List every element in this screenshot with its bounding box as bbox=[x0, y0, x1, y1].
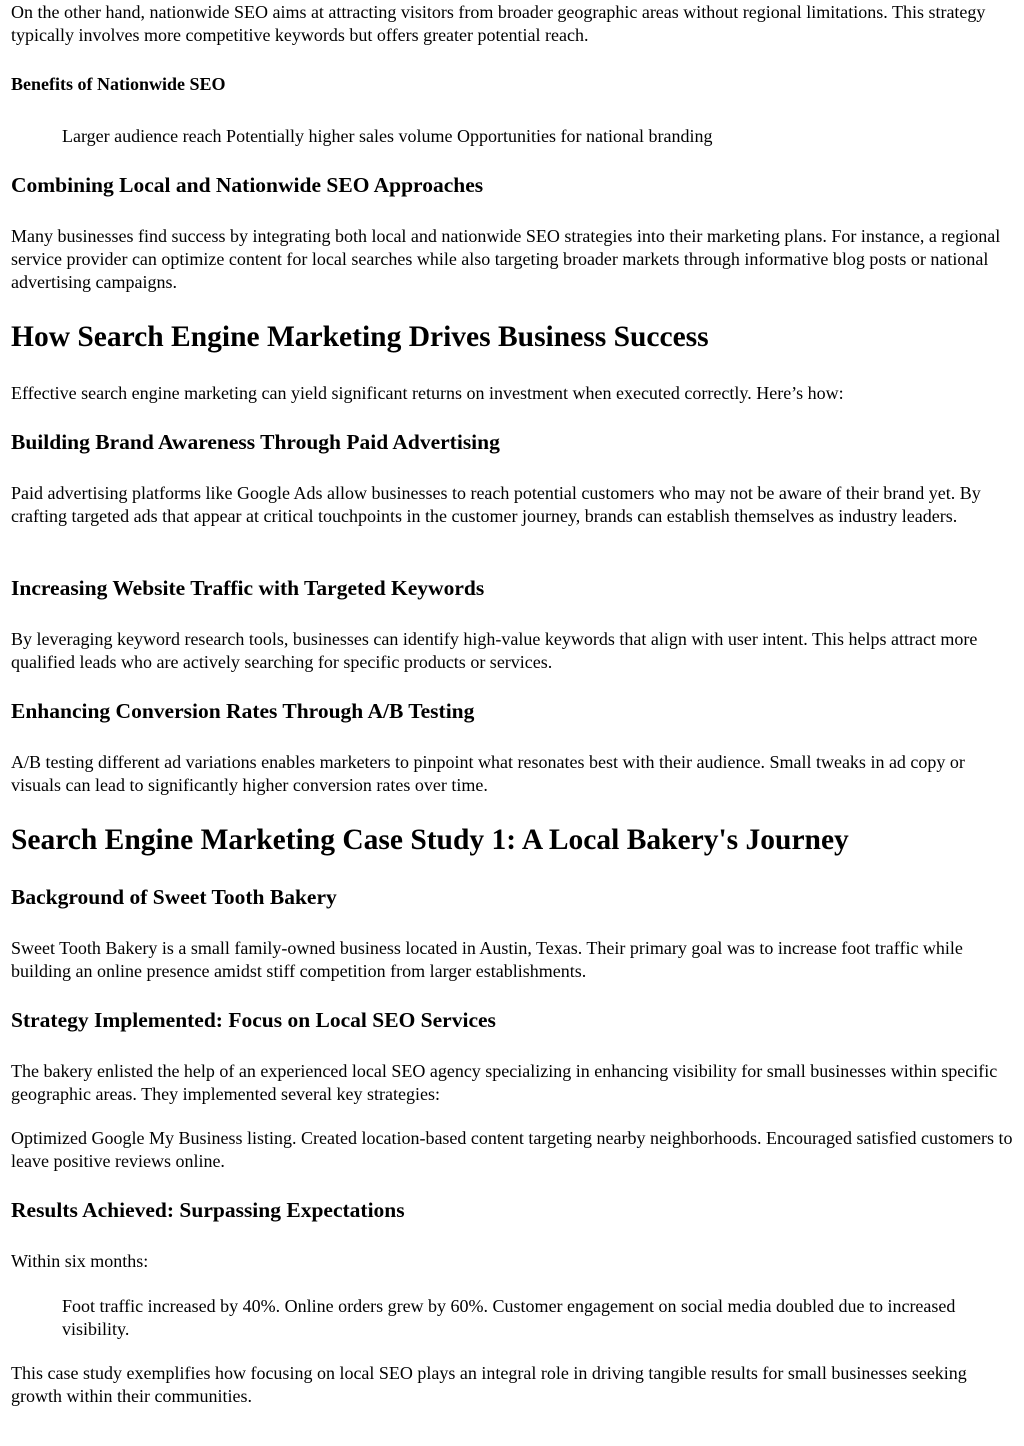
heading-how-sem-drives-success: How Search Engine Marketing Drives Business Success bbox=[11, 321, 709, 353]
paragraph-brand-awareness: Paid advertising platforms like Google Ads allow businesses to reach potential customers who may not be aware of their brand yet. By crafting targeted ads that appear at critical touchpoints in the customer journey, brands can establish themselves as industry leaders. bbox=[11, 483, 981, 526]
paragraph-case-conclusion: This case study exemplifies how focusing on local SEO plays an integral role in driving tangible results for small businesses seeking growth within their communities. bbox=[11, 1363, 967, 1406]
paragraph-how-sem-drives-success: Effective search engine marketing can yield significant returns on investment when executed correctly. Here’s how: bbox=[11, 383, 844, 403]
heading-strategy-implemented: Strategy Implemented: Focus on Local SEO Services bbox=[11, 1008, 496, 1032]
heading-brand-awareness: Building Brand Awareness Through Paid Advertising bbox=[11, 430, 500, 454]
heading-combining-approaches: Combining Local and Nationwide SEO Approaches bbox=[11, 173, 484, 197]
paragraph-background-bakery: Sweet Tooth Bakery is a small family-owned business located in Austin, Texas. Their primary goal was to increase foot traffic while building an online presence amidst stiff competition from larger establishments. bbox=[11, 938, 963, 981]
list-benefits-nationwide: Larger audience reach Potentially higher sales volume Opportunities for national branding bbox=[62, 126, 713, 146]
heading-background-bakery: Background of Sweet Tooth Bakery bbox=[11, 885, 337, 909]
paragraph-traffic-keywords: By leveraging keyword research tools, businesses can identify high-value keywords that align with user intent. This helps attract more qualified leads who are actively searching for specific products or services. bbox=[11, 629, 978, 672]
list-results: Foot traffic increased by 40%. Online orders grew by 60%. Customer engagement on social media doubled due to increased visibility. bbox=[62, 1296, 956, 1339]
heading-benefits-nationwide: Benefits of Nationwide SEO bbox=[11, 74, 226, 94]
heading-ab-testing: Enhancing Conversion Rates Through A/B Testing bbox=[11, 699, 475, 723]
paragraph-ab-testing: A/B testing different ad variations enables marketers to pinpoint what resonates best with their audience. Small tweaks in ad copy or visuals can lead to significantly higher conversion rates over time. bbox=[11, 752, 965, 795]
paragraph-strategy-list: Optimized Google My Business listing. Created location-based content targeting nearby neighborhoods. Encouraged satisfied customers to leave positive reviews online. bbox=[11, 1128, 1013, 1171]
heading-traffic-keywords: Increasing Website Traffic with Targeted Keywords bbox=[11, 576, 485, 600]
paragraph-strategy-implemented: The bakery enlisted the help of an experienced local SEO agency specializing in enhancing visibility for small businesses within specific geographic areas. They implemented several key strategies: bbox=[11, 1061, 998, 1104]
paragraph-nationwide-intro: On the other hand, nationwide SEO aims at attracting visitors from broader geographic areas without regional limitations. This strategy typically involves more competitive keywords but offers greater potential reach. bbox=[11, 2, 986, 45]
paragraph-combining-approaches: Many businesses find success by integrating both local and nationwide SEO strategies into their marketing plans. For instance, a regional service provider can optimize content for local searches while also targeting broader markets through informative blog posts or national advertising campaigns. bbox=[11, 226, 1001, 292]
paragraph-within-six-months: Within six months: bbox=[11, 1251, 149, 1271]
heading-results-achieved: Results Achieved: Surpassing Expectations bbox=[11, 1198, 405, 1222]
heading-case-study-1: Search Engine Marketing Case Study 1: A Local Bakery's Journey bbox=[11, 824, 849, 856]
